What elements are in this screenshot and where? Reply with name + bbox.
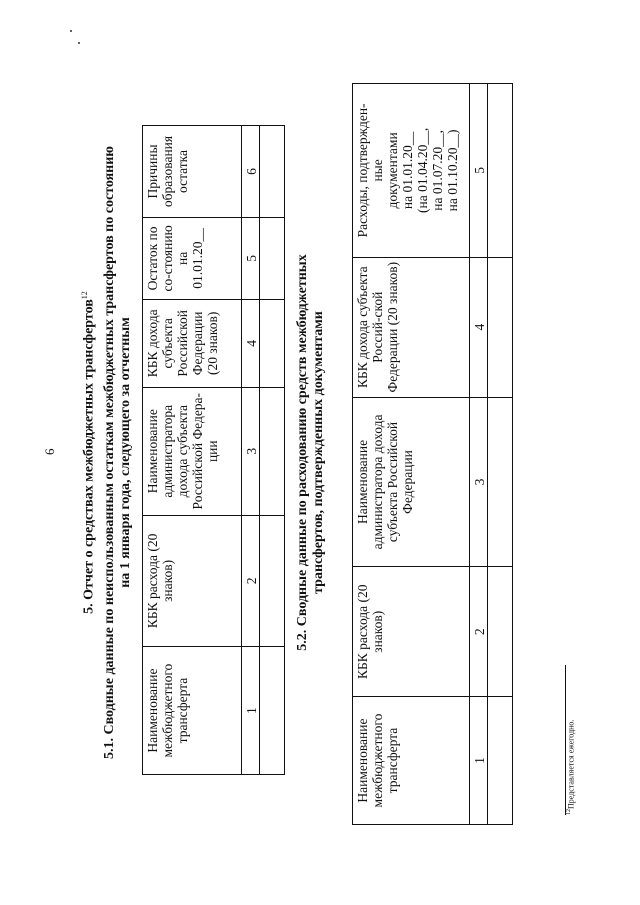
header-line: Расходы, подтвержден- (355, 103, 370, 238)
table-empty-row (260, 126, 285, 775)
header-line: на 01.10.20__) (445, 129, 460, 212)
column-number: 5 (470, 84, 488, 258)
table2-title (295, 0, 327, 905)
table-number-row (470, 84, 488, 825)
column-number: 1 (470, 697, 488, 825)
empty-cell (488, 84, 513, 258)
empty-cell (488, 257, 513, 397)
table1-title-line2: на 1 января года, следующего за отчетным (118, 317, 133, 588)
empty-cell (488, 697, 513, 825)
table-unused-balances (142, 125, 285, 775)
empty-cell (260, 647, 285, 775)
column-number: 5 (242, 217, 260, 299)
empty-cell (260, 515, 285, 647)
section-title (80, 0, 98, 905)
footnote (566, 720, 576, 815)
header-cell: Наименование межбюджетного трансферта (353, 697, 470, 825)
section-title-text: 5. Отчет о средствах межбюджетных трансфертов (81, 299, 97, 614)
table-header-row (143, 126, 242, 775)
header-cell: КБК расхода (20 знаков) (143, 515, 242, 647)
header-cell: Наименование межбюджетного трансферта (143, 647, 242, 775)
empty-cell (260, 299, 285, 387)
table1-title-line1: 5.1. Сводные данные по неиспользованным остаткам межбюджетных трансфертов по состоянию (102, 145, 117, 760)
column-number: 2 (470, 567, 488, 697)
column-number: 4 (470, 257, 488, 397)
table-expenditures (352, 83, 513, 825)
header-cell: Причины образования остатка (143, 126, 242, 218)
header-line: на 01.01.20__ (400, 131, 415, 210)
table-number-row (242, 126, 260, 775)
empty-cell (488, 397, 513, 567)
header-cell: КБК дохода субъекта Россий-ской Федерации (20 знаков) (353, 257, 470, 397)
header-line: ные (370, 159, 385, 182)
column-number: 4 (242, 299, 260, 387)
header-cell-expenses (353, 84, 470, 258)
header-cell: КБК дохода субъекта Российской Федерации (20 знаков) (143, 299, 242, 387)
header-line: документами (385, 132, 400, 209)
section-footnote-mark: 12 (80, 291, 89, 300)
table2-title-line1: 5.2. Сводные данные по расходованию средств межбюджетных (295, 254, 310, 651)
column-number: 3 (470, 397, 488, 567)
footnote-text: Представляется ежегодно. (566, 719, 576, 809)
header-cell: Наименование администратора дохода субъекта Российской Федерации (353, 397, 470, 567)
empty-cell (260, 217, 285, 299)
header-line: на 01.07.20__, (430, 130, 445, 211)
empty-cell (260, 387, 285, 515)
page-number: 6 (42, 448, 57, 455)
header-cell: КБК расхода (20 знаков) (353, 567, 470, 697)
column-number: 6 (242, 126, 260, 218)
table-empty-row (488, 84, 513, 825)
table-header-row (353, 84, 470, 825)
table1-title (102, 0, 134, 905)
column-number: 1 (242, 647, 260, 775)
empty-cell (260, 126, 285, 218)
header-cell: Наименование администратора дохода субъекта Российской Федера-ции (143, 387, 242, 515)
header-line: (на 01.04.20__, (415, 127, 430, 213)
column-number: 2 (242, 515, 260, 647)
header-cell: Остаток по со-стоянию на 01.01.20__ (143, 217, 242, 299)
column-number: 3 (242, 387, 260, 515)
empty-cell (488, 567, 513, 697)
footnote-mark: 12 (566, 809, 572, 815)
table2-title-line2: трансфертов, подтвержденных документами (311, 311, 326, 594)
